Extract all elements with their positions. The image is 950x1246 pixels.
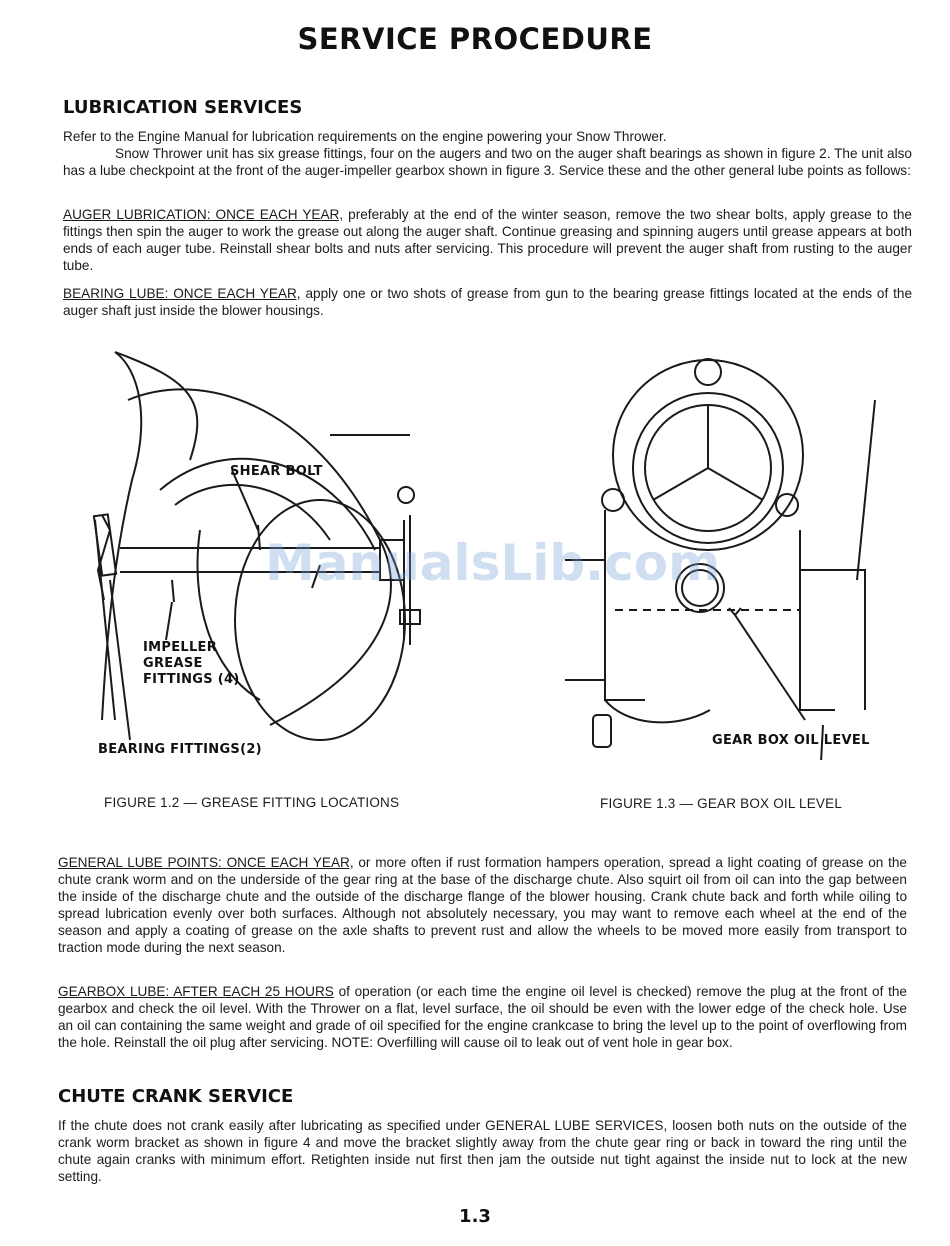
auger-lead: AUGER LUBRICATION: ONCE EACH YEAR,: [63, 207, 344, 222]
watermark: ManualsLib.com: [265, 534, 721, 592]
figure-1-2-caption: FIGURE 1.2 — GREASE FITTING LOCATIONS: [104, 795, 400, 810]
gearbox-lube-paragraph: [58, 983, 907, 1051]
impeller-label-line-1: IMPELLER: [143, 640, 218, 655]
bearing-lead: BEARING LUBE: ONCE EACH YEAR,: [63, 286, 301, 301]
top-bolt: [695, 359, 721, 385]
lubrication-intro: [63, 128, 912, 179]
lubrication-heading: LUBRICATION SERVICES: [63, 97, 303, 118]
impeller-label-line-2: GREASE: [143, 656, 203, 671]
bottom-bolt: [593, 715, 611, 747]
general-text: or more often if rust formation hampers operation, spread a light coating of grease on the chute crank worm and on the underside of the gear ring at the base of the discharge chute. Also squirt oil from oil can into the gap between the inside of the discharge chute and the outside of the discharge flange of the blower housing. Crank chute back and forth while oiling to spread lubrication evenly over both surfaces. Although not absolutely necessary, you may want to remove each wheel at the end of the season and apply a coating of grease on the axle shafts to prevent rust and allow the wheels to be moved more easily from transport to traction mode during the next season.: [58, 855, 907, 955]
chute-crank-paragraph: If the chute does not crank easily after lubricating as specified under GENERAL LUBE SERVICES, loosen both nuts on the outside of the crank worm bracket as shown in figure 4 and move the bracket slightly away from the chute gear ring or back in toward the ring until the chute again cranks with minimum effort. Retighten inside nut first then jam the outside nut tight against the inside nut to lock at the new setting.: [58, 1118, 907, 1184]
gearbox-text: of operation (or each time the engine oil level is checked) remove the plug at the front of the gearbox and check the oil level. With the Thrower on a flat, level surface, the oil should be even with the lower edge of the check hole. Use an oil can containing the same weight and grade of oil specified for the engine crankcase to bring the level up to the point of overflowing from the hole. Reinstall the oil plug after servicing. NOTE: Overfilling will cause oil to leak out of vent hole in gear box.: [58, 984, 907, 1050]
intro-line-1: Refer to the Engine Manual for lubrication requirements on the engine powering your Snow Thrower.: [63, 129, 667, 144]
oil-level-label: GEAR BOX OIL LEVEL: [712, 733, 870, 748]
page-number: 1.3: [459, 1206, 491, 1227]
bearing-fittings-label: BEARING FITTINGS(2): [98, 742, 262, 757]
general-lube-paragraph: [58, 854, 907, 956]
impeller-label-line-3: FITTINGS (4): [143, 672, 240, 687]
bearing-lube-paragraph: [63, 285, 912, 319]
auger-text: preferably at the end of the winter season, remove the two shear bolts, apply grease to the fittings then spin the auger to work the grease out along the auger shaft. Continue greasing and spinning augers until grease appears at both ends of each auger tube. Reinstall shear bolts and nuts after servicing. This procedure will prevent the auger shaft from rusting to the auger tube.: [63, 207, 912, 273]
figure-1-3-caption: FIGURE 1.3 — GEAR BOX OIL LEVEL: [600, 796, 843, 811]
page-title: SERVICE PROCEDURE: [297, 22, 653, 56]
shear-bolt-label: SHEAR BOLT: [230, 464, 323, 479]
chute-crank-heading: CHUTE CRANK SERVICE: [58, 1086, 294, 1107]
bearing-text: apply one or two shots of grease from gun to the bearing grease fittings located at the ends of the auger shaft just inside the blower housings.: [63, 286, 913, 318]
general-lead: GENERAL LUBE POINTS: ONCE EACH YEAR,: [58, 855, 354, 870]
gearbox-lead: GEARBOX LUBE: AFTER EACH 25 HOURS: [58, 984, 334, 999]
auger-lubrication-paragraph: [63, 206, 912, 274]
intro-paragraph-2: Snow Thrower unit has six grease fittings, four on the augers and two on the auger shaft bearings as shown in figure 2. The unit also has a lube checkpoint at the front of the auger-impeller gearbox shown in figure 3. Service these and the other general lube points as follows:: [63, 146, 912, 178]
